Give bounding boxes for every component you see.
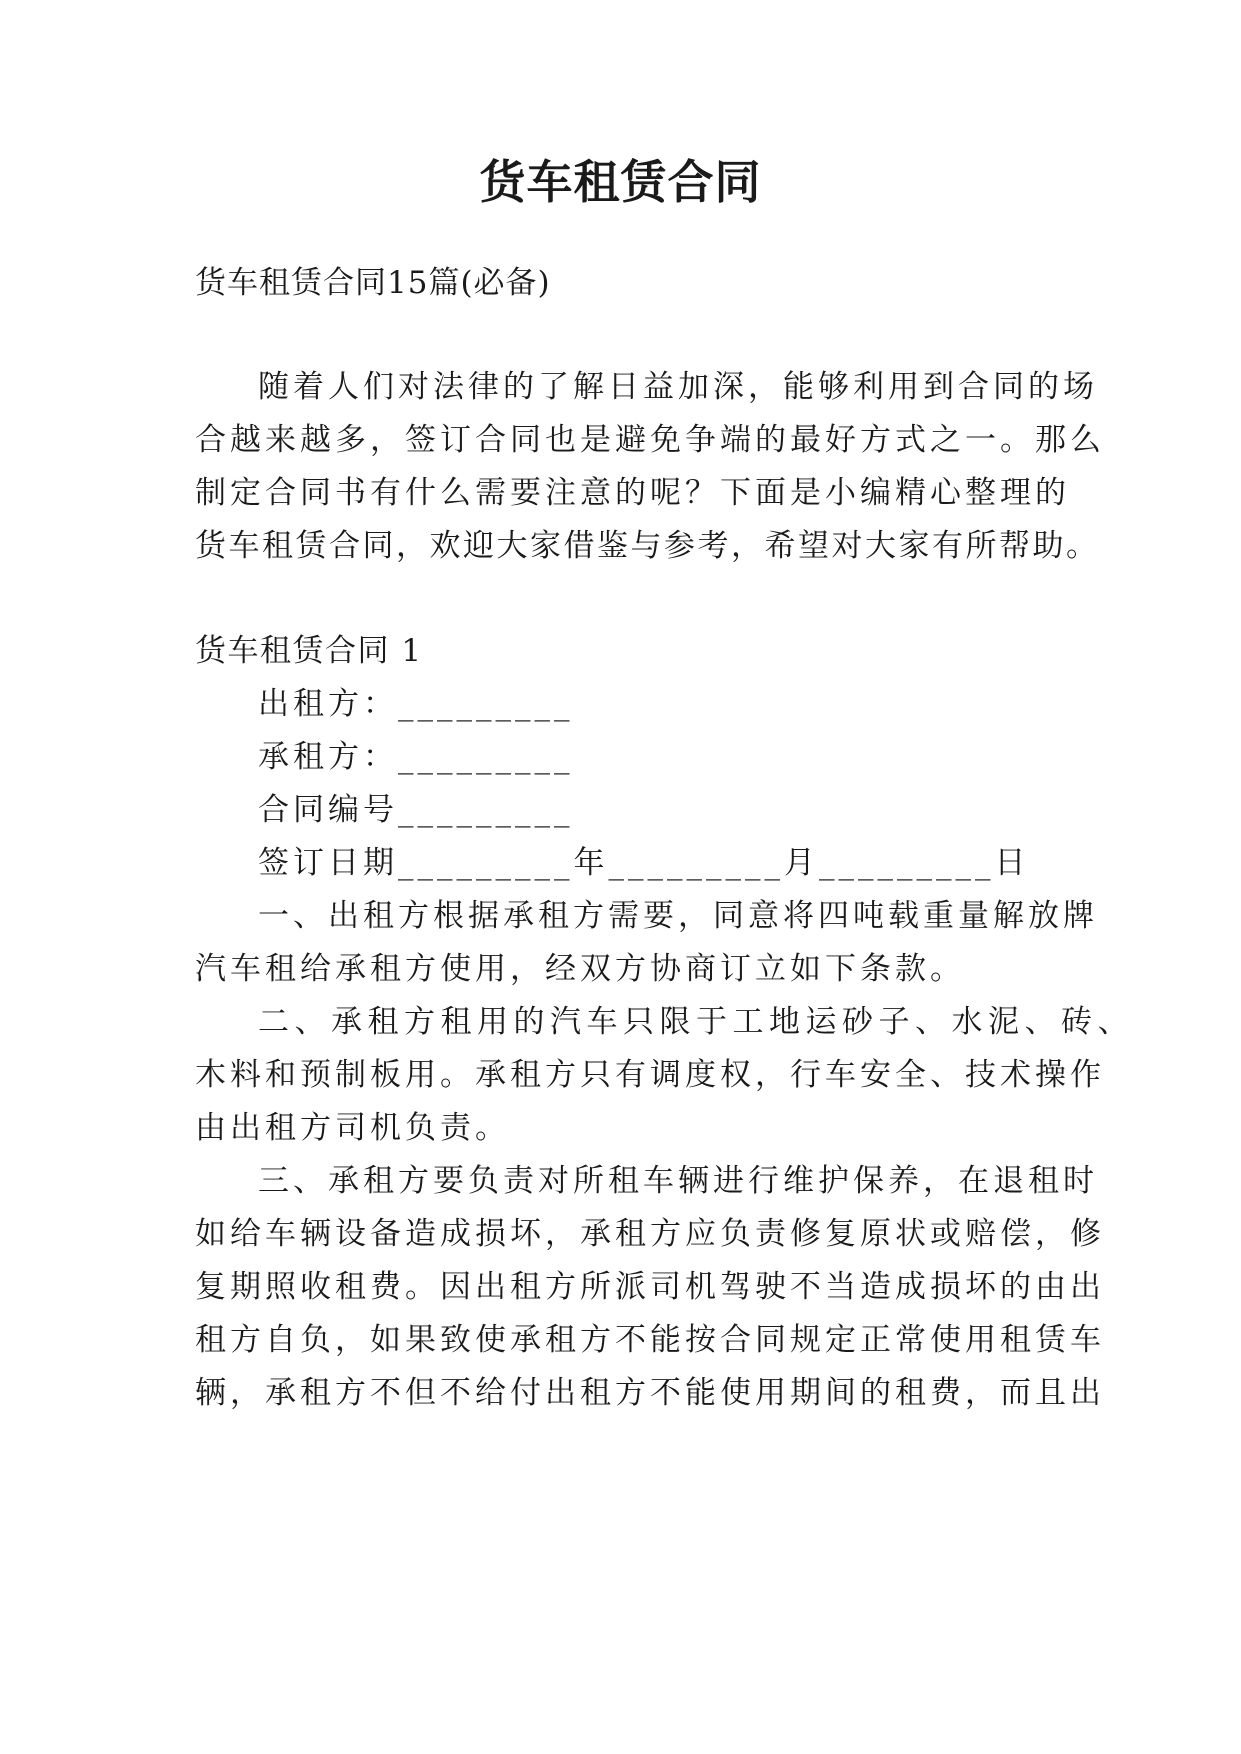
clause-line-3: 二、承租方租用的汽车只限于工地运砂子、水泥、砖、 xyxy=(258,1004,1134,1040)
clause-line-6: 三、承租方要负责对所租车辆进行维护保养，在退租时 xyxy=(258,1163,1098,1199)
document-subtitle: 货车租赁合同15篇(必备) xyxy=(195,265,551,301)
clause-line-7: 如给车辆设备造成损坏，承租方应负责修复原状或赔偿，修 xyxy=(195,1216,1105,1252)
clause-line-4: 木料和预制板用。承租方只有调度权，行车安全、技术操作 xyxy=(195,1057,1105,1093)
intro-line-4: 货车租赁合同，欢迎大家借鉴与参考，希望对大家有所帮助。 xyxy=(195,528,1100,564)
clause-line-8: 复期照收租费。因出租方所派司机驾驶不当造成损坏的由出 xyxy=(195,1269,1105,1305)
clause-line-10: 辆，承租方不但不给付出租方不能使用期间的租费，而且出 xyxy=(195,1375,1105,1411)
contract-number-field: 合同编号_________ xyxy=(258,792,574,828)
document-title: 货车租赁合同 xyxy=(479,155,762,209)
clause-line-9: 租方自负，如果致使承租方不能按合同规定正常使用租赁车 xyxy=(195,1322,1105,1358)
intro-line-3: 制定合同书有什么需要注意的呢？下面是小编精心整理的 xyxy=(195,475,1070,511)
clause-line-1: 一、出租方根据承租方需要，同意将四吨载重量解放牌 xyxy=(258,898,1098,934)
sign-date-field: 签订日期_________年_________月_________日 xyxy=(258,845,1030,881)
intro-line-2: 合越来越多，签订合同也是避免争端的最好方式之一。那么 xyxy=(195,422,1105,458)
clause-line-2: 汽车租给承租方使用，经双方协商订立如下条款。 xyxy=(195,951,965,987)
clause-line-5: 由出租方司机负责。 xyxy=(195,1110,510,1146)
intro-line-1: 随着人们对法律的了解日益加深，能够利用到合同的场 xyxy=(258,369,1098,405)
lessor-field: 出租方：_________ xyxy=(258,686,574,722)
lessee-field: 承租方：_________ xyxy=(258,739,574,775)
section-heading: 货车租赁合同 1 xyxy=(195,633,423,669)
